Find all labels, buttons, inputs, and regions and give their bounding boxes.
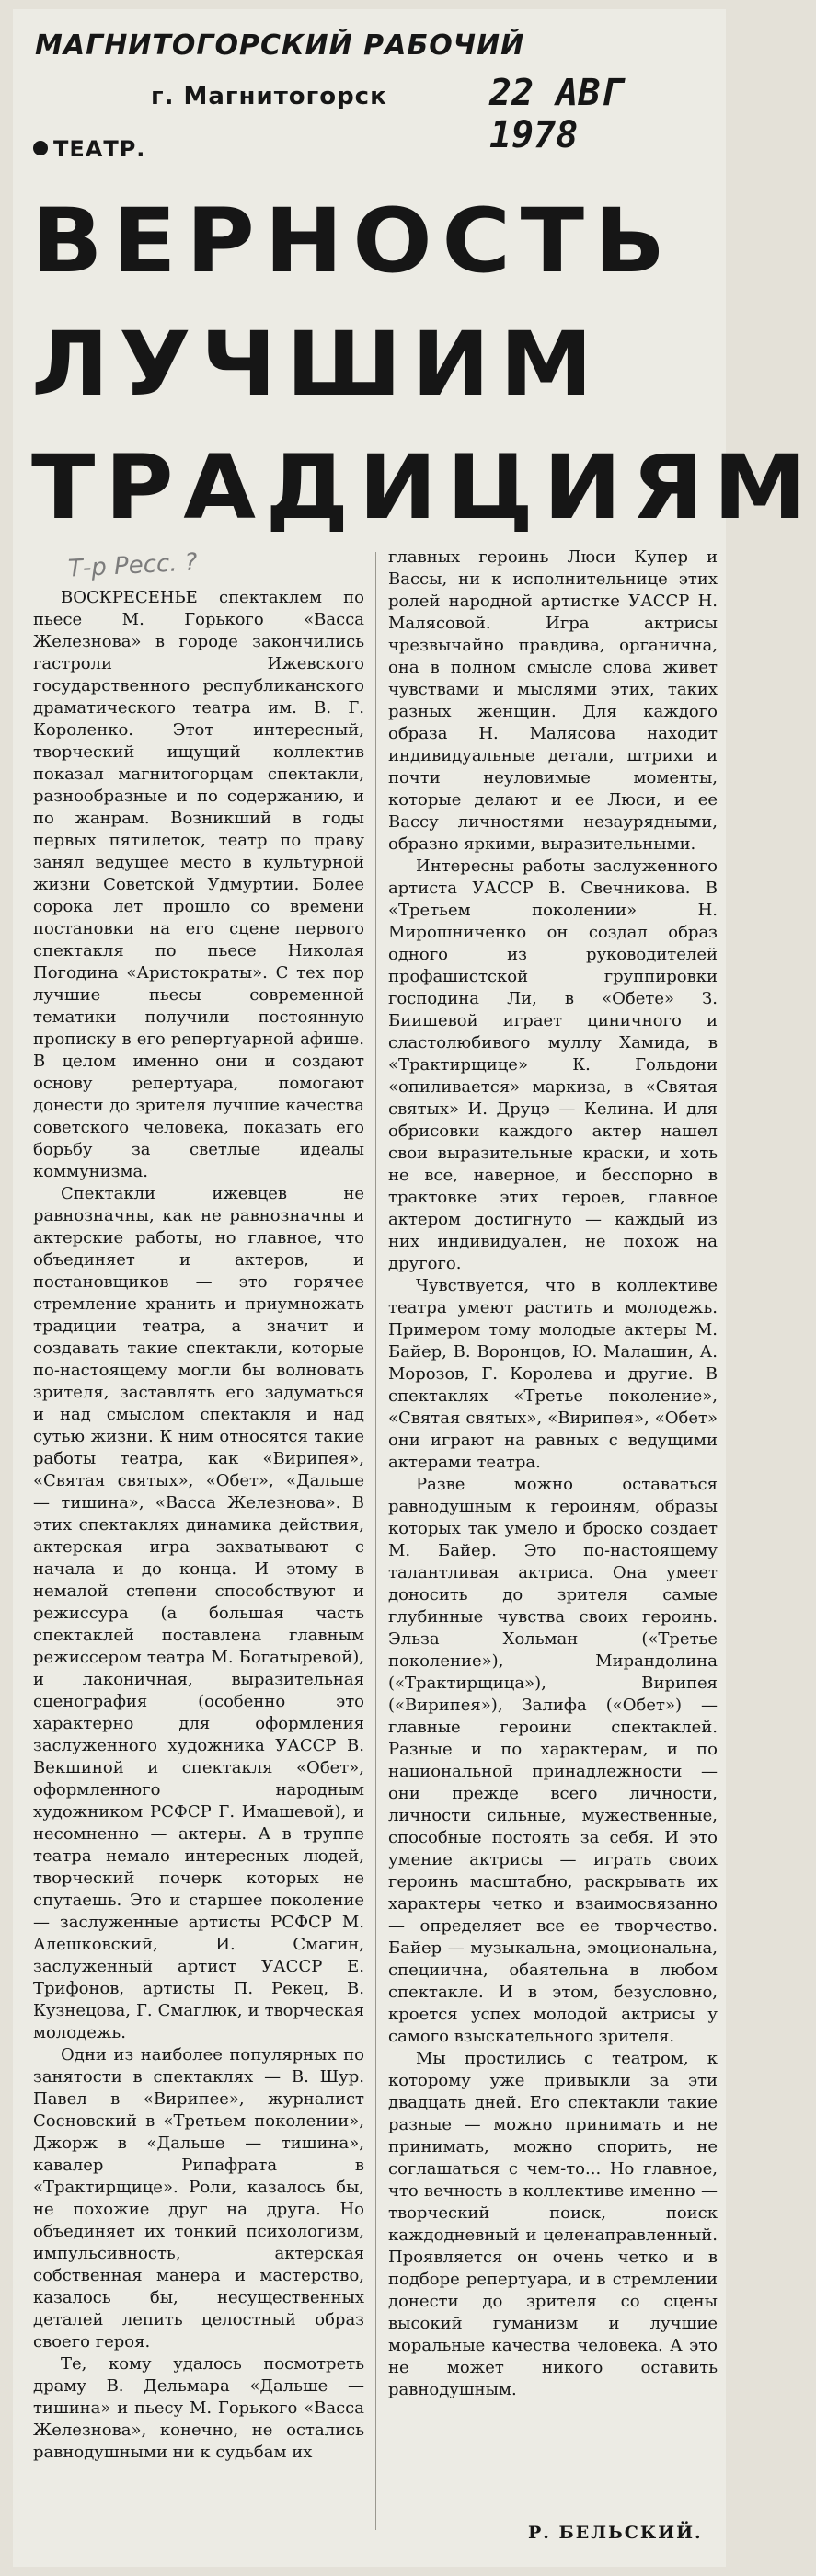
paragraph: Разве можно оставаться равнодушным к героиням, образы которых так умело и броско создает М. Байер. Это по-настоящему талантливая актриса. Она умеет доносить до зрителя самые глубинные чувства своих героинь. Эльза Хольман («Третье поколение»), Мирандолина («Трактирщица»), Вирипея («Вирипея»), Залифа («Обет») — главные героини спектаклей. Разные и по характерам, и по национальной принадлежности — они прежде всего личности, личности сильные, мужественные, способные постоять за себя. И это умение актрисы — играть своих героинь масштабно, раскрывать их характеры четко и взаимосвязанно — определяет все ее творчество. Байер — музыкальна, эмоциональна, специична, обаятельна в любом спектакле. И в этом, безусловно, кроется успех молодой актрисы у самого взыскательного зрителя. <box>388 1475 718 2046</box>
rubric-label: ТЕАТР. <box>53 136 146 162</box>
rubric <box>33 136 145 162</box>
paragraph: Мы простились с театром, к которому уже привыкли за эти двадцать дней. Его спектакли такие разные — можно принимать и не принимать, можно спорить, не соглашаться с чем-то... Но главное, что вечность в коллективе именно — творческий поиск, поиск каждодневный и целенаправленный. Проявляется он очень четко и в подборе репертуара, и в стремлении донести до зрителя со сцены высокий гуманизм и лучшие моральные качества человека. А это не может никого оставить равнодушным. <box>388 2049 718 2399</box>
paragraph: главных героинь Люси Купер и Вассы, ни к исполнительнице этих ролей народной артистке УАССР Н. Малясовой. Игра актрисы чрезвычайно правдива, органична, она в полном смысле слова живет чувствами и мыслями этих, таких разных женщин. Для каждого образа Н. Малясова находит индивидуальные детали, штрихи и почти неуловимые моменты, которые делают и ее Люси, и ее Вассу личностями незаурядными, образно яркими, выразительными. <box>388 547 718 854</box>
author-signature: Р. БЕЛЬСКИЙ. <box>528 2523 703 2543</box>
date-stamp: 22 АВГ 1978 <box>489 72 623 156</box>
paragraph: Те, кому удалось посмотреть драму В. Дельмара «Дальше — тишина» и пьесу М. Горького «Васса Железнова», конечно, не остались равнодушными ни к судьбам их <box>33 2354 364 2462</box>
headline <box>31 179 816 549</box>
headline-line: ЛУЧШИМ <box>31 313 603 416</box>
paragraph: Одни из наиболее популярных по занятости в спектаклях — В. Шур. Павел в «Вирипее», журналист Сосновский в «Третьем поколении», Джорж в «Дальше — тишина», кавалер Рипафрата в «Трактирщице». Роли, казалось бы, не похожие друг на друга. Но объединяет их тонкий психологизм, импульсивность, актерская собственная манера и мастерство, казалось бы, несущественных деталей лепить целостный образ своего героя. <box>33 2045 364 2352</box>
paragraph: Чувствуется, что в коллективе театра умеют растить и молодежь. Примером тому молодые актеры М. Байер, В. Воронцов, Ю. Малашин, А. Морозов, Г. Королева и другие. В спектаклях «Третье поколение», «Святая святых», «Вирипея», «Обет» они играют на равных с ведущими актерами театра. <box>388 1276 718 1472</box>
headline-line: ВЕРНОСТЬ <box>31 190 675 293</box>
paragraph: Интересны работы заслуженного артиста УАССР В. Свечникова. В «Третьем поколении» Н. Мирошниченко он создал образ одного из руководителей профашистской группировки господина Ли, в «Обете» З. Биишевой играет циничного и сластолюбивого муллу Хамида, в «Трактирщице» К. Гольдони «опиливается» маркиза, в «Святая святых» И. Друцэ — Келина. И для обрисовки каждого актер нашел свои выразительные краски, и хоть не все, наверное, и бесспорно в трактовке этих героев, главное актером достигнуто — каждый из них индивидуален, не похож на другого. <box>388 857 718 1273</box>
paragraph: Спектакли ижевцев не равнозначны, как не равнозначны и актерские работы, но главное, что объединяет и актеров, и постановщиков — это горячее стремление хранить и приумножать традиции театра, а значит и создавать такие спектакли, которые по-настоящему могли бы волновать зрителя, заставлять его задуматься и над смыслом спектакля и над сутью жизни. К ним относятся такие работы театра, как «Вирипея», «Святая святых», «Обет», «Дальше — тишина», «Васса Железнова». В этих спектаклях динамика действия, актерская игра захватывают с начала и до конца. И этому в немалой степени способствуют и режиссура (а большая часть спектаклей поставлена главным режиссером театра М. Богатыревой), и лаконичная, выразительная сценография (особенно это характерно для оформления заслуженного художника УАССР В. Векшиной и спектакля «Обет», оформленного народным художником РСФСР Г. Имашевой), и несомненно — актеры. А в труппе театра немало интересных людей, творческий почерк которых не спутаешь. Это и старшее поколение — заслуженные артисты РСФСР М. Алешковский, И. Смагин, заслуженный артист УАССР Е. Трифонов, артисты П. Рекец, В. Кузнецова, Г. Смаглюк, и творческая молодежь. <box>33 1184 364 2042</box>
article-column-right <box>388 546 718 2401</box>
newspaper-clipping <box>13 9 816 2567</box>
column-divider <box>375 552 376 2530</box>
bullet-icon <box>33 141 48 155</box>
article-column-left <box>33 587 364 2464</box>
newspaper-title: МАГНИТОГОРСКИЙ РАБОЧИЙ <box>35 29 525 62</box>
headline-line: ТРАДИЦИЯМ <box>31 436 816 539</box>
handwritten-note: Т-р Ресс. ? <box>67 548 199 583</box>
newspaper-city: г. Магнитогорск <box>151 83 387 110</box>
paragraph: ВОСКРЕСЕНЬЕ спектаклем по пьесе М. Горького «Васса Железнова» в городе закончились гастроли Ижевского государственного республиканского драматического театра им. В. Г. Короленко. Этот интересный, творческий ищущий коллектив показал магнитогорцам спектакли, разнообразные и по содержанию, и по жанрам. Возникший в годы первых пятилеток, театр по праву занял ведущее место в культурной жизни Советской Удмуртии. Более сорока лет прошло со времени постановки на его сцене первого спектакля по пьесе Николая Погодина «Аристократы». С тех пор лучшие пьесы современной тематики получили постоянную прописку в его репертуарной афише. В целом именно они и создают основу репертуара, помогают донести до зрителя лучшие качества советского человека, показать его борьбу за светлые идеалы коммунизма. <box>33 588 364 1181</box>
